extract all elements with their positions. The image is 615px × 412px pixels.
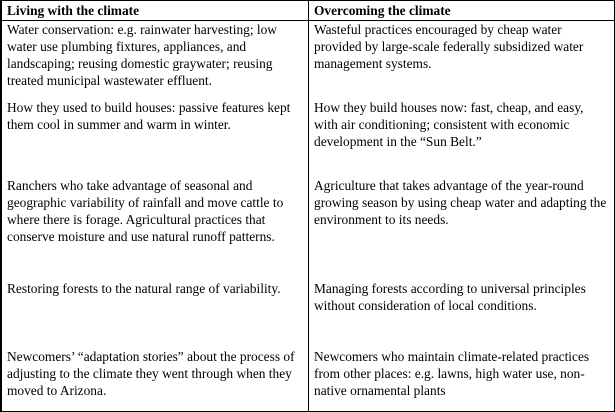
cell-living-newcomers: Newcomers’ “adaptation stories” about the process of adjusting to the climate they went through when they moved to Arizona. <box>2 348 309 412</box>
cell-overcoming-houses: How they build houses now: fast, cheap, and easy, with air conditioning; consistent with economic development in the “Sun Belt.” <box>309 99 615 177</box>
climate-comparison-table <box>1 1 615 412</box>
header-overcoming-climate: Overcoming the climate <box>309 1 615 20</box>
table-row <box>2 99 615 177</box>
header-living-with-climate: Living with the climate <box>2 1 309 20</box>
cell-living-houses: How they used to build houses: passive features kept them cool in summer and warm in winter. <box>2 99 309 177</box>
cell-living-agriculture: Ranchers who take advantage of seasonal and geographic variability of rainfall and move cattle to where there is forage. Agricultural practices that conserve moisture and use natural runoff patterns. <box>2 177 309 280</box>
table-header-row <box>2 1 615 20</box>
table-row <box>2 348 615 412</box>
cell-overcoming-water: Wasteful practices encouraged by cheap water provided by large-scale federally subsidized water management systems. <box>309 20 615 99</box>
table-row <box>2 20 615 99</box>
cell-overcoming-forests: Managing forests according to universal principles without consideration of local conditions. <box>309 280 615 348</box>
cell-overcoming-agriculture: Agriculture that takes advantage of the year-round growing season by using cheap water and adapting the environment to its needs. <box>309 177 615 280</box>
cell-living-forests: Restoring forests to the natural range of variability. <box>2 280 309 348</box>
cell-living-water: Water conservation: e.g. rainwater harvesting; low water use plumbing fixtures, appliances, and landscaping; reusing domestic graywater; reusing treated municipal wastewater effluent. <box>2 20 309 99</box>
cell-overcoming-newcomers: Newcomers who maintain climate-related practices from other places: e.g. lawns, high water use, non-native ornamental plants <box>309 348 615 412</box>
table-row <box>2 177 615 280</box>
table-row <box>2 280 615 348</box>
